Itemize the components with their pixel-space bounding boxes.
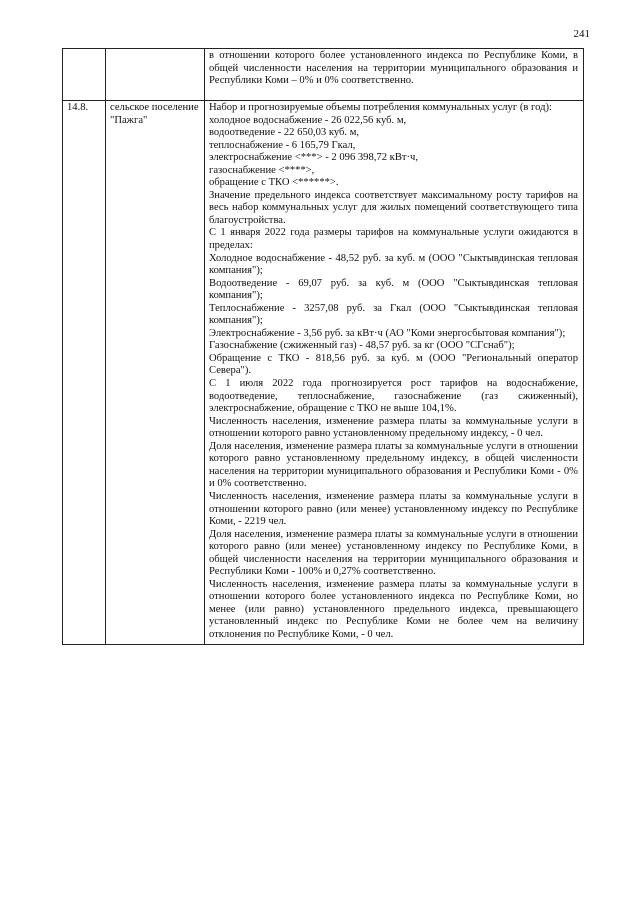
paragraph: Численность населения, изменение размера платы за коммунальные услуги в отношении которого равно (или менее) установленному индексу по Республике Коми, - 2219 чел. (209, 490, 578, 528)
paragraph: Доля населения, изменение размера платы за коммунальные услуги в отношении которого равно (или менее) установленному индексу по Республике Коми, в общей численности населения на территории муниципального образования и Республики Коми - 100% и 0,27% соответственно. (209, 528, 578, 578)
paragraph: Холодное водоснабжение - 48,52 руб. за куб. м (ООО "Сыктывдинская тепловая компания"); (209, 252, 578, 277)
paragraph: обращение с ТКО <******>. (209, 177, 339, 189)
paragraph: Набор и прогнозируемые объемы потребления коммунальных услуг (в год): (209, 102, 552, 113)
page-number: 241 (573, 28, 590, 40)
paragraph: Обращение с ТКО - 818,56 руб. за куб. м (ООО "Региональный оператор Севера"). (209, 352, 578, 377)
document-table (62, 48, 584, 645)
paragraph: Газоснабжение (сжиженный газ) - 48,57 руб. за кг (ООО "СГснаб"); (209, 340, 515, 352)
table-row (63, 101, 584, 645)
table-row (63, 49, 584, 101)
paragraph: С 1 января 2022 года размеры тарифов на коммунальные услуги ожидаются в пределах: (209, 227, 578, 252)
paragraph: газоснабжение <****>, (209, 164, 315, 176)
paragraph: электроснабжение <***> - 2 096 398,72 кВт·ч, (209, 152, 419, 164)
paragraph: Теплоснабжение - 3257,08 руб. за Гкал (ООО "Сыктывдинская тепловая компания"); (209, 302, 578, 327)
paragraph: С 1 июля 2022 года прогнозируется рост тарифов на водоснабжение, водоотведение, теплоснабжение, газоснабжение (газ сжиженный), электроснабжение, обращение с ТКО не выше 104,1%. (209, 378, 578, 415)
paragraph: холодное водоснабжение - 26 022,56 куб. м, (209, 114, 407, 126)
paragraph: Электроснабжение - 3,56 руб. за кВт·ч (АО "Коми энергосбытовая компания"); (209, 327, 566, 339)
description-cell (205, 49, 584, 101)
paragraph: в отношении которого более установленного индекса по Республике Коми, в общей численности населения на территории муниципального образования и Республики Коми – 0% и 0% соответственно. (209, 50, 578, 87)
paragraph: Доля населения, изменение размера платы за коммунальные услуги в отношении которого равно установленному предельному индексу, в общей численности населения на территории муниципального образования и Республики Коми - 0% и 0% соответственно. (209, 440, 578, 490)
row-number-cell (63, 49, 106, 101)
settlement-cell (106, 49, 205, 101)
paragraph: Численность населения, изменение размера платы за коммунальные услуги в отношении которого более установленного индекса по Республике Коми, но менее (или равно) установленного предельного индекса, превышающего установленный индекс по Республике Коми не более чем на величину отклонения по Республике Коми, - 0 чел. (209, 578, 578, 640)
paragraph: Численность населения, изменение размера платы за коммунальные услуги в отношении которого равно установленному предельному индексу, - 0 чел. (209, 415, 578, 440)
row-number-cell: 14.8. (63, 101, 106, 645)
paragraph: теплоснабжение - 6 165,79 Гкал, (209, 139, 356, 151)
paragraph: водоотведение - 22 650,03 куб. м, (209, 127, 360, 139)
description-cell (205, 101, 584, 645)
settlement-cell: сельское поселение "Пажга" (106, 101, 205, 645)
paragraph: Водоотведение - 69,07 руб. за куб. м (ООО "Сыктывдинская тепловая компания"); (209, 277, 578, 302)
paragraph: Значение предельного индекса соответствует максимальному росту тарифов на весь набор коммунальных услуг для жилых помещений соответствующего типа благоустройства. (209, 189, 578, 226)
